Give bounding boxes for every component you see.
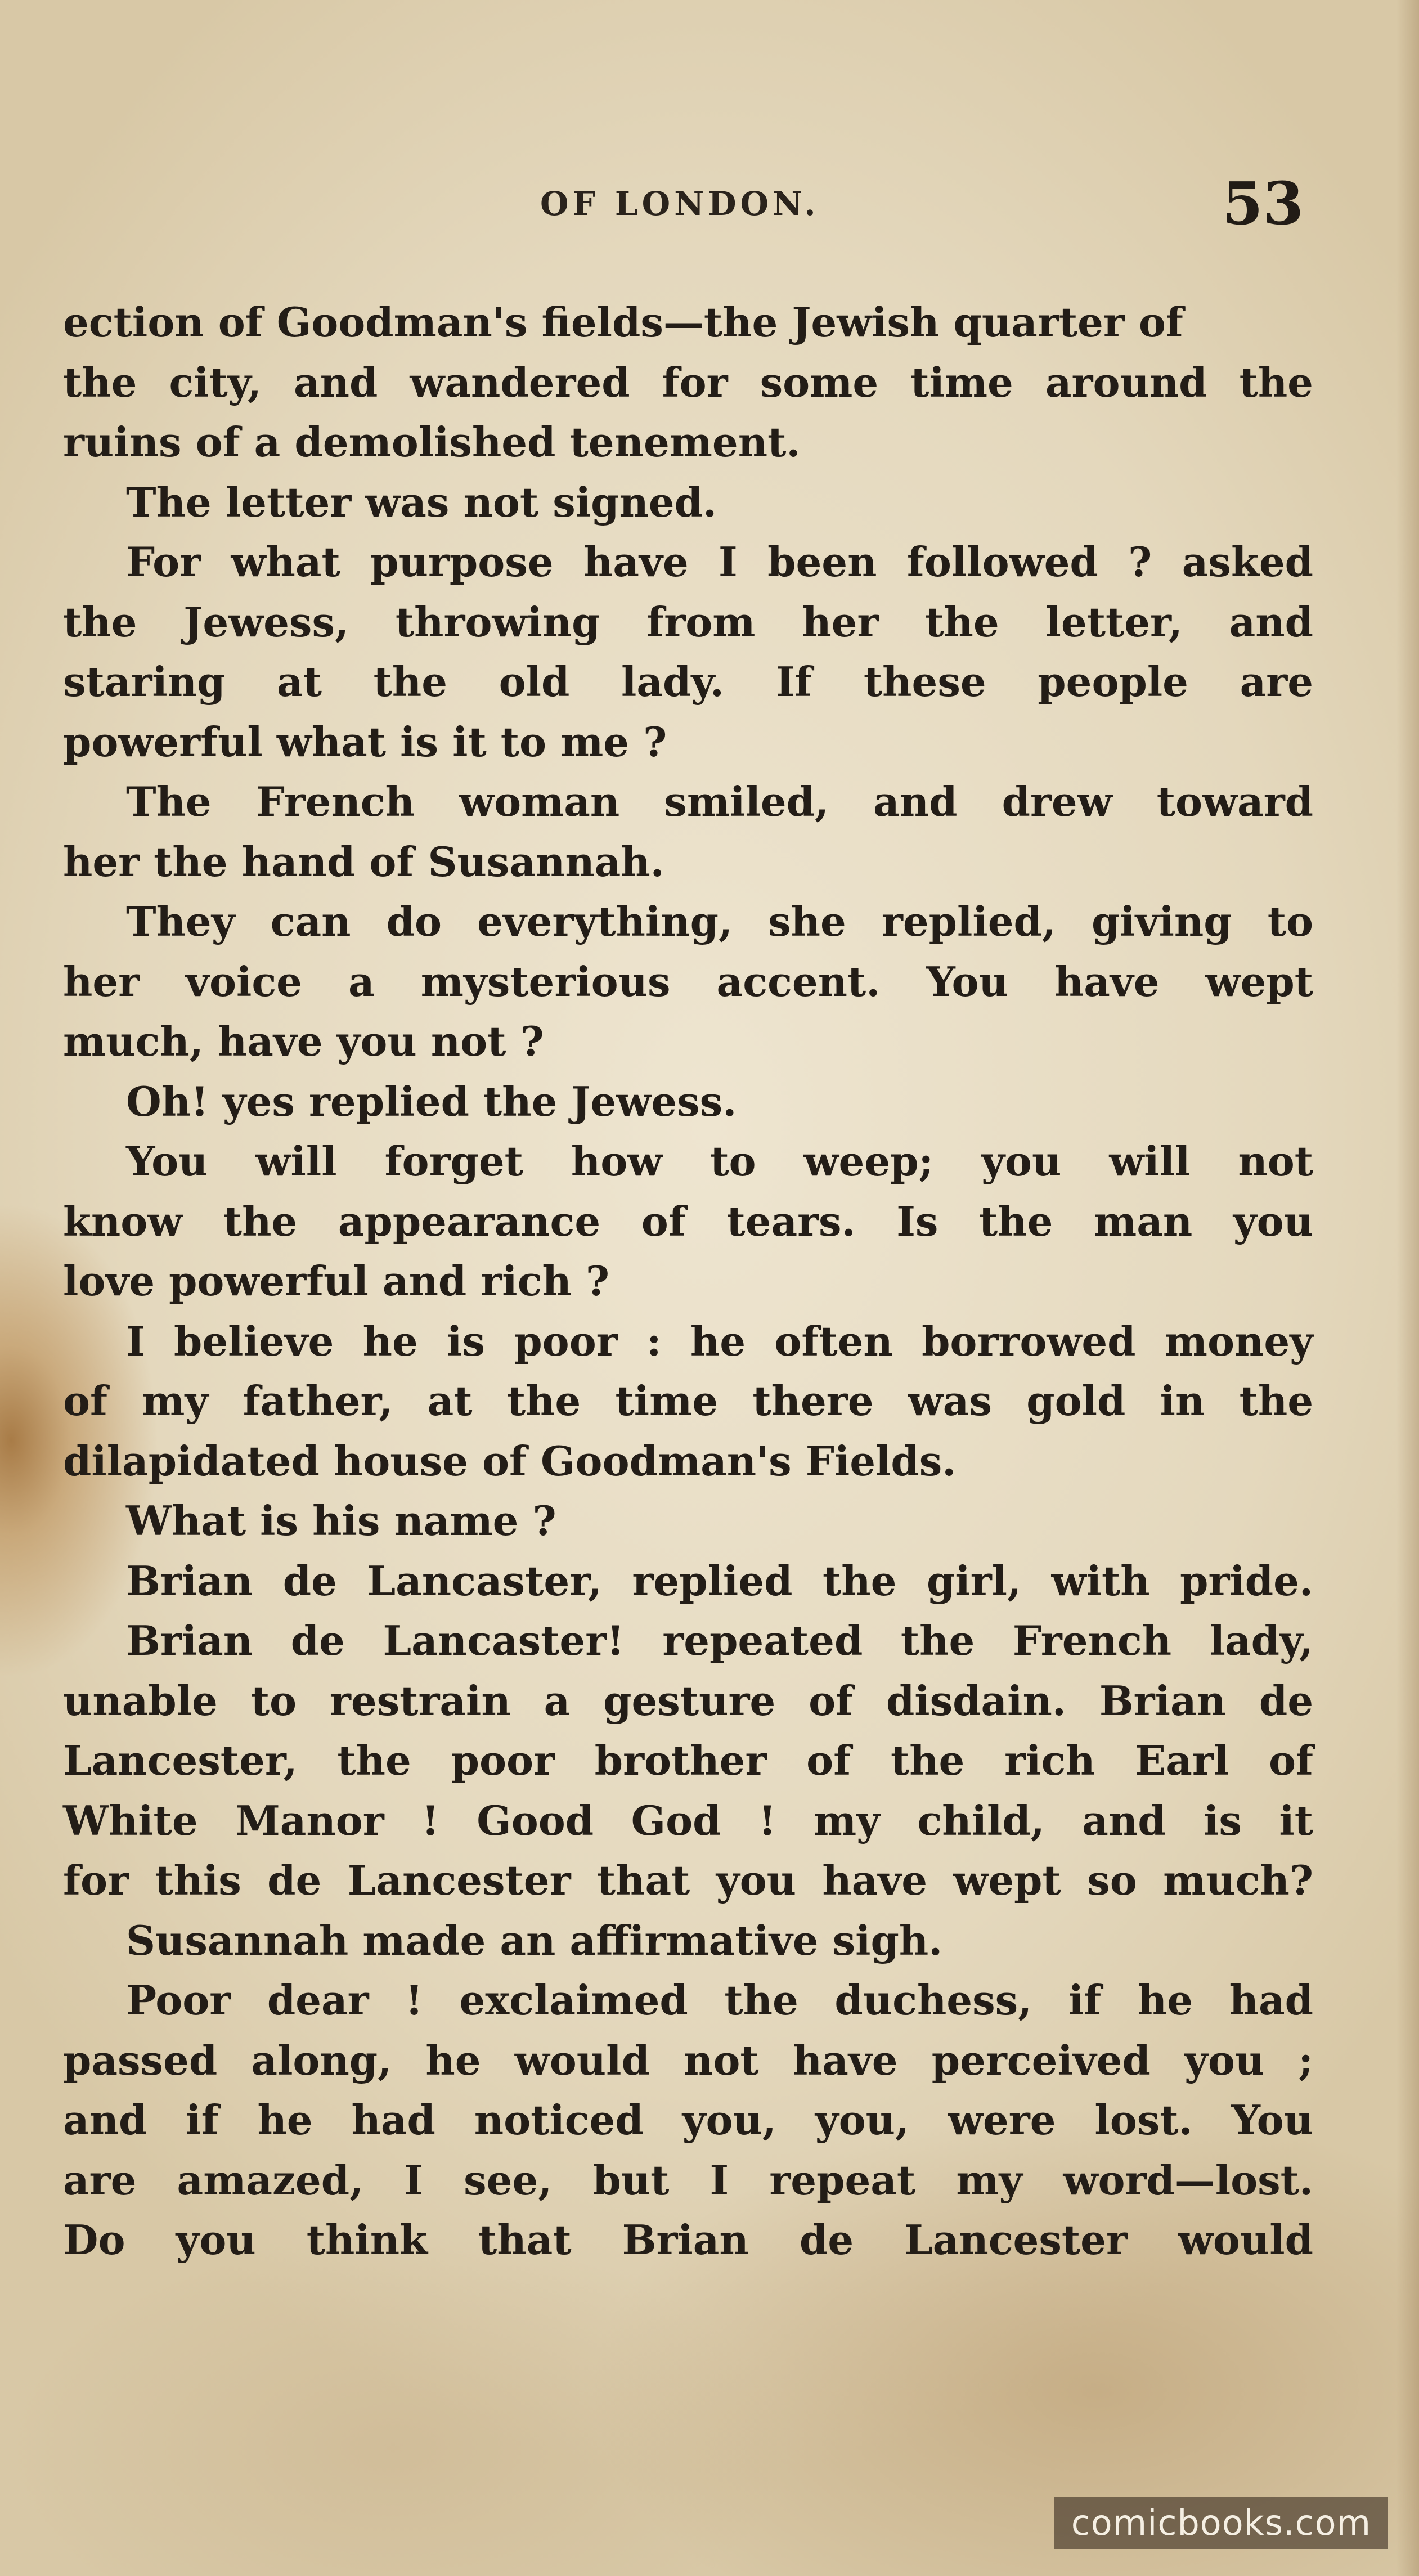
text-line: Susannah made an affirmative sigh. xyxy=(126,1916,943,1964)
page-edge-shadow xyxy=(1396,0,1419,2576)
text-line: dilapidated house of Goodman's Fields. xyxy=(63,1437,957,1485)
text-line: are amazed, I see, but I repeat my word—lost. xyxy=(63,2156,1313,2204)
text-line: know the appearance of tears. Is the man you xyxy=(63,1197,1313,1245)
text-line: for this de Lancester that you have wept so much? xyxy=(63,1856,1313,1904)
page-header xyxy=(0,169,1419,236)
body-text xyxy=(63,293,1313,2270)
text-line: Do you think that Brian de Lancester would xyxy=(63,2216,1313,2264)
text-line: Poor dear ! exclaimed the duchess, if he had xyxy=(126,1976,1313,2024)
text-line: You will forget how to weep; you will not xyxy=(126,1137,1313,1185)
text-line: Brian de Lancaster! repeated the French lady, xyxy=(126,1617,1313,1664)
text-line: White Manor ! Good God ! my child, and is it xyxy=(63,1796,1313,1845)
text-line: For what purpose have I been followed ? asked xyxy=(126,538,1313,586)
text-line: I believe he is poor : he often borrowed money xyxy=(126,1317,1313,1365)
watermark: comicbooks.com xyxy=(1054,2497,1388,2549)
text-line: much, have you not ? xyxy=(63,1017,544,1065)
text-line: of my father, at the time there was gold in the xyxy=(63,1377,1313,1425)
text-line: her the hand of Susannah. xyxy=(63,837,664,886)
text-line: The letter was not signed. xyxy=(126,478,717,526)
text-line: The French woman smiled, and drew toward xyxy=(126,778,1313,825)
text-line: They can do everything, she replied, giving to xyxy=(126,897,1313,945)
text-line: the city, and wandered for some time around the xyxy=(63,358,1313,406)
text-line: love powerful and rich ? xyxy=(63,1257,610,1305)
text-line: Lancester, the poor brother of the rich Earl of xyxy=(63,1736,1313,1784)
text-line: passed along, he would not have perceived you ; xyxy=(63,2036,1313,2084)
text-line: and if he had noticed you, you, were lost. You xyxy=(63,2096,1313,2144)
text-line: unable to restrain a gesture of disdain. Brian de xyxy=(63,1676,1313,1725)
text-line: powerful what is it to me ? xyxy=(63,717,667,766)
text-line: ection of Goodman's fields—the Jewish quarter of xyxy=(63,298,1183,346)
text-line: ruins of a demolished tenement. xyxy=(63,418,801,466)
running-head: OF LONDON. xyxy=(540,185,820,223)
page-number: 53 xyxy=(1222,169,1304,238)
text-line: the Jewess, throwing from her the letter, and xyxy=(63,598,1313,646)
text-line: Brian de Lancaster, replied the girl, with pride. xyxy=(126,1556,1313,1605)
text-line: Oh! yes replied the Jewess. xyxy=(126,1077,737,1125)
text-line: her voice a mysterious accent. You have wept xyxy=(63,957,1313,1006)
text-line: staring at the old lady. If these people are xyxy=(63,658,1313,706)
text-line: What is his name ? xyxy=(126,1497,556,1545)
